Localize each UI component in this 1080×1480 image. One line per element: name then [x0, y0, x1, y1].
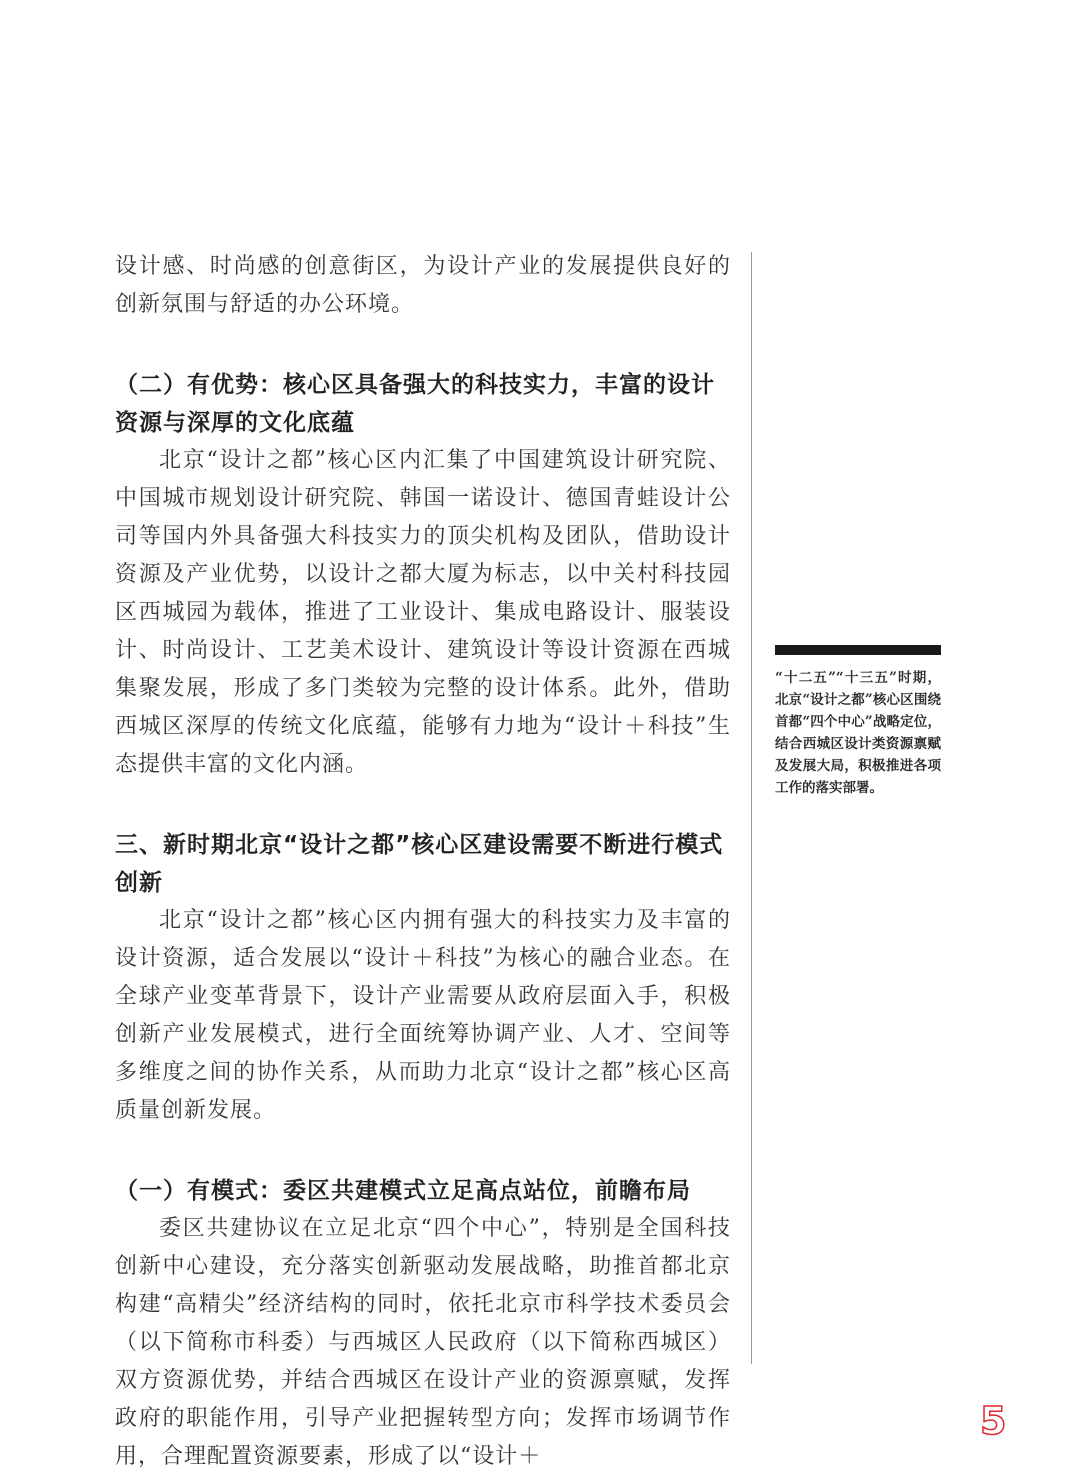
- sidebar-bar: [775, 645, 941, 655]
- section-heading-advantage: （二）有优势：核心区具备强大的科技实力，丰富的设计资源与深厚的文化底蕴: [115, 372, 715, 436]
- sidebar-pullquote: [775, 645, 941, 799]
- column-divider: [751, 252, 752, 1364]
- section-heading-model: （一）有模式：委区共建模式立足高点站位，前瞻布局: [115, 1178, 691, 1204]
- paragraph-mode-innovation: 北京“设计之都”核心区内拥有强大的科技实力及丰富的设计资源，适合发展以“设计＋科技”为核心的融合业态。在全球产业变革背景下，设计产业需要从政府层面入手，积极创新产业发展模式，进行全面统筹协调产业、人才、空间等多维度之间的协作关系，从而助力北京“设计之都”核心区高质量创新发展。: [115, 908, 731, 1123]
- section-heading-mode-innovation: 三、新时期北京“设计之都”核心区建设需要不断进行模式创新: [115, 832, 724, 896]
- paragraph-advantage: 北京“设计之都”核心区内汇集了中国建筑设计研究院、中国城市规划设计研究院、韩国一诺设计、德国青蛙设计公司等国内外具备强大科技实力的顶尖机构及团队，借助设计资源及产业优势，以设计之都大厦为标志，以中关村科技园区西城园为载体，推进了工业设计、集成电路设计、服装设计、时尚设计、工艺美术设计、建筑设计等设计资源在西城集聚发展，形成了多门类较为完整的设计体系。此外，借助西城区深厚的传统文化底蕴，能够有力地为“设计＋科技”生态提供丰富的文化内涵。: [115, 448, 731, 777]
- main-column: [115, 248, 731, 1476]
- paragraph-continuation: 设计感、时尚感的创意街区，为设计产业的发展提供良好的创新氛围与舒适的办公环境。: [115, 254, 731, 317]
- sidebar-quote-text: “十二五”“十三五”时期，北京“设计之都”核心区围绕首都“四个中心”战略定位，结合西城区设计类资源禀赋及发展大局，积极推进各项工作的落实部署。: [775, 670, 941, 796]
- paragraph-model: 委区共建协议在立足北京“四个中心”，特别是全国科技创新中心建设，充分落实创新驱动发展战略，助推首都北京构建“高精尖”经济结构的同时，依托北京市科学技术委员会（以下简称市科委）与西城区人民政府（以下简称西城区）双方资源优势，并结合西城区在设计产业的资源禀赋，发挥政府的职能作用，引导产业把握转型方向；发挥市场调节作用，合理配置资源要素，形成了以“设计＋: [115, 1216, 731, 1469]
- page-number: 5: [980, 1399, 1007, 1443]
